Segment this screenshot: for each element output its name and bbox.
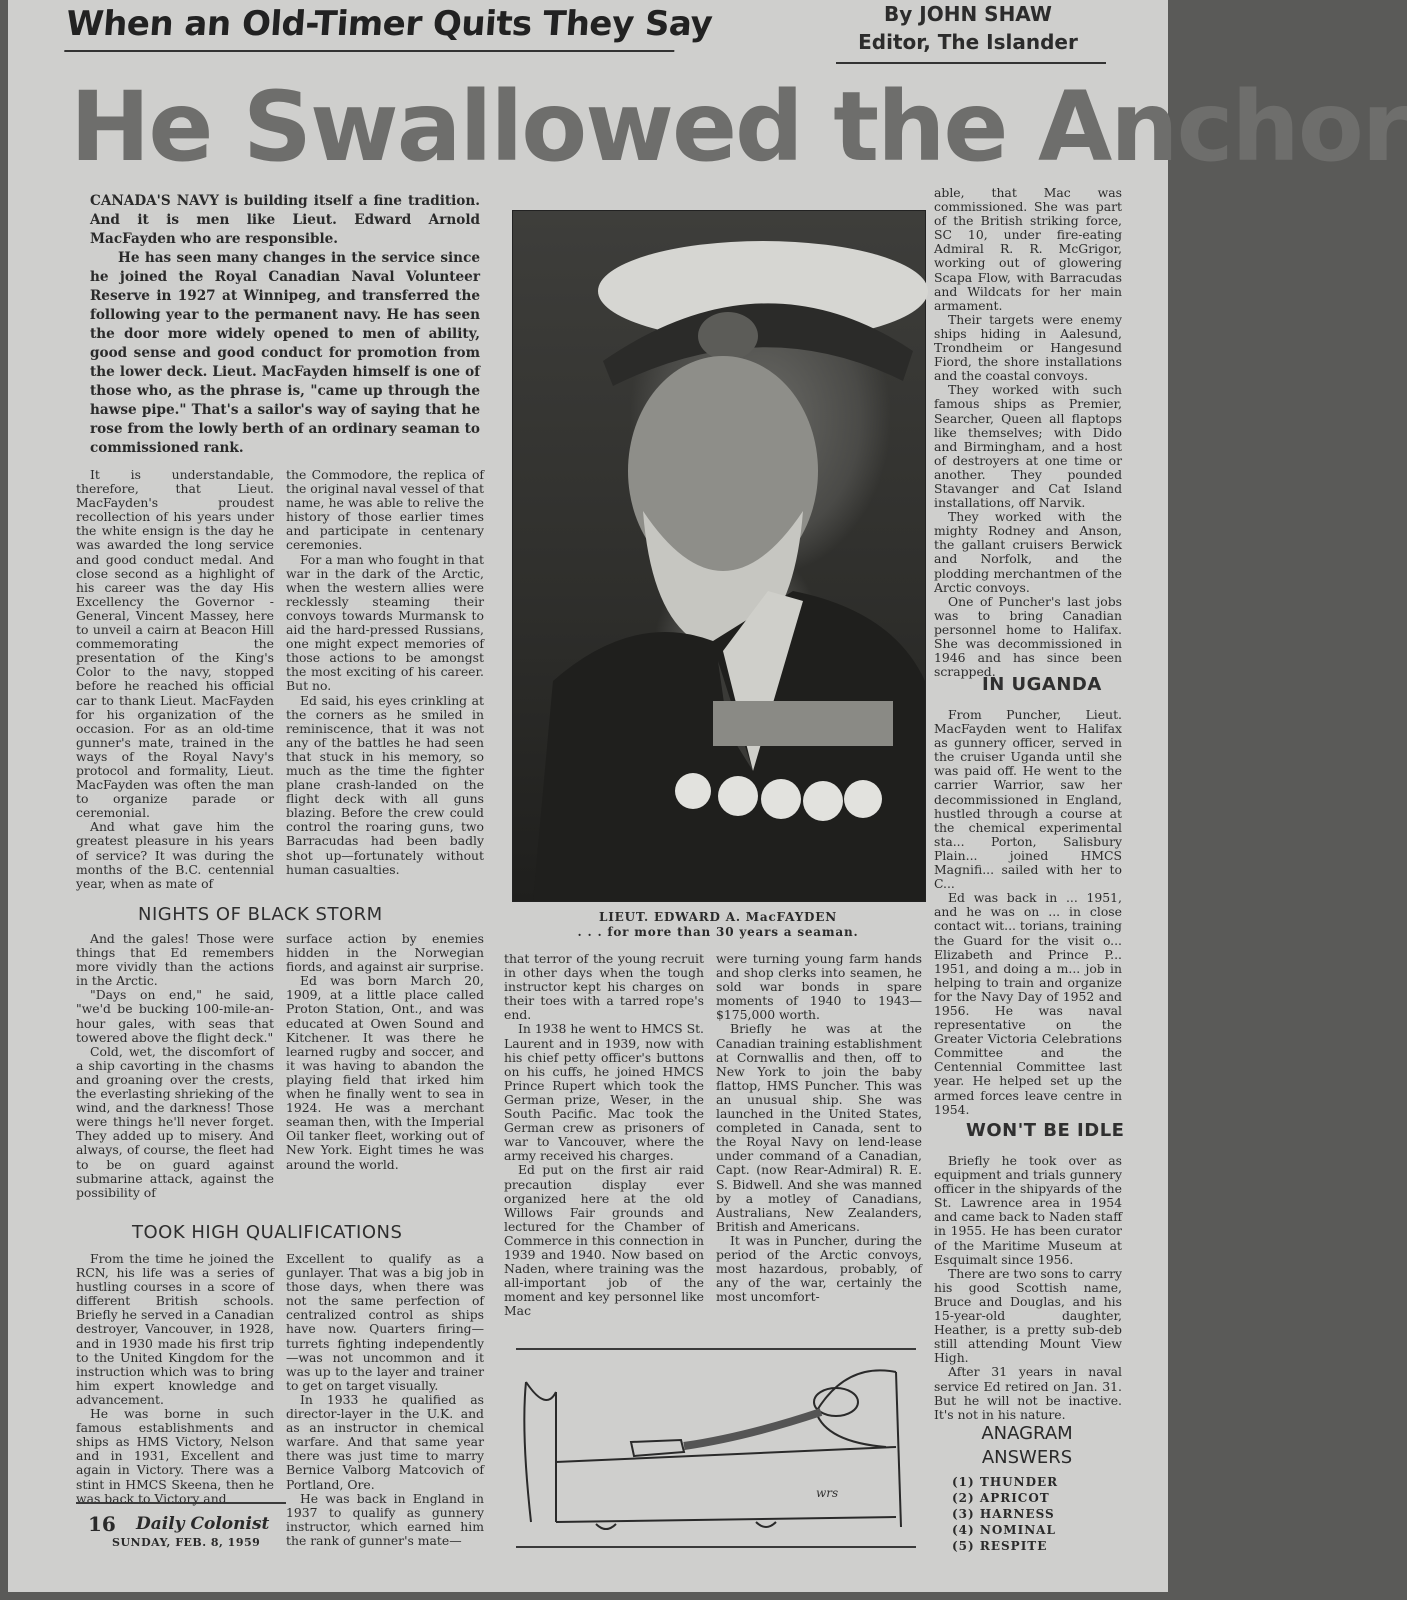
cartoon-illustration [516, 1352, 916, 1542]
byline-rule [836, 62, 1106, 64]
byline-title: Editor, The Islander [858, 30, 1078, 54]
portrait-illustration [513, 211, 925, 901]
paragraph: One of Puncher's last jobs was to bring Canadian personnel home to Halifax. She was decommissioned in 1946 and has since been scrapped. [934, 593, 1122, 680]
paragraph: surface action by enemies hidden in the Norwegian fiords, and against air surprise. [286, 931, 484, 975]
paragraph: There are two sons to carry his good Scottish name, Bruce and Douglas, and his 15-year-old daughter, Heather, is a pretty sub-deb still attending Mount View High. [934, 1265, 1122, 1366]
lead-paragraph: CANADA'S NAVY is building itself a fine tradition. And it is men like Lieut. Edward Arnold MacFayden who are responsible. [90, 193, 480, 247]
paragraph: that terror of the young recruit in other days when the tough instructor kept his charges on their toes with a tarred rope's end. [504, 951, 704, 1023]
footer-rule [76, 1502, 286, 1504]
paragraph: Ed was born March 20, 1909, at a little place called Proton Station, Ont., and was educated at Owen Sound and Kitchener. It was there he learned rugby and soccer, and it was having to abandon the playing field that irked him when he finally went to sea in 1924. He was a merchant seaman then, with the Imperial Oil tanker fleet, working out of New York. Eight times he was around the world. [286, 973, 484, 1172]
column-2-qualifications [286, 1251, 484, 1548]
column-5-idle [934, 1153, 1122, 1422]
subhead-wont-be-idle: WON'T BE IDLE [966, 1120, 1125, 1141]
anagram-answer: (3) HARNESS [952, 1507, 1055, 1521]
paragraph: Briefly he took over as equipment and trials gunnery officer in the shipyards of the St. Lawrence area in 1954 and came back to Naden staff in 1955. He has been curator of the Maritime Museum at Esquimalt since 1956. [934, 1153, 1122, 1267]
paragraph: Cold, wet, the discomfort of a ship cavorting in the chasms and groaning over the crests, the everlasting shrieking of the wind, and the darkness! Those were things he'll never forget. They added up to misery. And always, of course, the fleet had to be on guard against submarine attack, against the possibility of [76, 1043, 274, 1200]
anagram-answer: (1) THUNDER [952, 1475, 1059, 1489]
paragraph: They worked with the mighty Rodney and Anson, the gallant cruisers Berwick and Norfolk, and the plodding merchantmen of the Arctic convoys. [934, 509, 1122, 595]
cartoon-signature: wrs [816, 1486, 839, 1500]
anagram-answer: (5) RESPITE [952, 1539, 1048, 1553]
paragraph: From the time he joined the RCN, his life was a series of hustling courses in a score of different British schools. Briefly he served in a Canadian destroyer, Vancouver, in 1928, and in 1930 made his first trip to the United Kingdom for the instruction which was to bring him expert knowledge and advancement. [76, 1251, 274, 1407]
paragraph: the Commodore, the replica of the original naval vessel of that name, he was able to relive the history of those earlier times and participate in centenary ceremonies. [286, 467, 484, 553]
paragraph: Excellent to qualify as a gunlayer. That was a big job in those days, when there was not the same perfection of centralized control as ships have now. Quarters firing—turrets fighting independently—was not uncommon and it was up to the layer and trainer to get on target visually. [286, 1251, 484, 1393]
column-1-qualifications [76, 1251, 274, 1506]
paragraph: After 31 years in naval service Ed retired on Jan. 31. But he will not be inactive. It's not in his nature. [934, 1364, 1122, 1422]
caption-subline: . . . for more than 30 years a seaman. [577, 925, 859, 939]
paragraph: able, that Mac was commissioned. She was part of the British striking force, SC 10, under fire-eating Admiral R. R. McGrigor, working out of glowering Scapa Flow, with Barracudas and Wildcats for her main armament. [934, 185, 1122, 313]
paragraph: Ed put on the first air raid precaution display ever organized here at the old Willows Fair grounds and lectured for the Chamber of Commerce in this connection in 1939 and 1940. Now based on Naden, where training was the all-important job of the moment and key personnel like Mac [504, 1162, 704, 1319]
anagram-title-line2: ANSWERS [981, 1447, 1073, 1468]
paragraph: And what gave him the greatest pleasure in his years of service? It was during the months of the B.C. centennial year, when as mate of [76, 819, 274, 891]
column-2-upper [286, 468, 484, 908]
newspaper-page [8, 0, 1407, 1592]
cartoon-bottom-rule [516, 1546, 916, 1548]
paragraph: And the gales! Those were things that Ed remembers more vividly than the actions in the Arctic. [76, 931, 274, 989]
column-4-lower [716, 952, 922, 1312]
anagram-answer: (2) APRICOT [952, 1491, 1050, 1505]
paragraph: Ed said, his eyes crinkling at the corners as he smiled in reminiscence, that it was not any of the battles he had seen that stuck in his memory, so much as the time the fighter plane crash-landed on the flight deck with all guns blazing. Before the crew could control the roaring guns, two Barracudas had been badly shot up—fortunately without human casualties. [286, 692, 484, 877]
paragraph: It is understandable, therefore, that Lieut. MacFayden's proudest recollection of his years under the white ensign is the day he was awarded the long service and good conduct medal. And close second as a highlight of his career was the day His Excellency the Governor - General, Vincent Massey, here to unveil a cairn at Beacon Hill commemorating the presentation of the King's Color to the navy, stopped before he reached his official car to thank Lieut. MacFayden for his organization of the occasion. For as an old-time gunner's mate, trained in the ways of the Royal Navy's protocol and formality, Lieut. MacFayden was often the man to organize parade or ceremonial. [76, 467, 274, 821]
column-3-lower [504, 951, 704, 1319]
paragraph: For a man who fought in that war in the dark of the Arctic, when the western allies were recklessly steaming their convoys towards Murmansk to aid the hard-pressed Russians, one might expect memories of those actions to be amongst the most exciting of his career. But no. [286, 551, 484, 694]
byline-author: By JOHN SHAW [884, 2, 1052, 26]
main-headline: He Swallowed the Anchor [70, 71, 1407, 183]
anagram-answers [952, 1422, 1102, 1554]
photo-caption [512, 910, 924, 940]
paragraph: In 1933 he qualified as director-layer in the U.K. and as an instructor in chemical warfare. And that same year there was just time to marry Bernice Valborg Matcovich of Portland, Ore. [286, 1391, 484, 1492]
issue-date: SUNDAY, FEB. 8, 1959 [112, 1536, 261, 1549]
paragraph: They worked with such famous ships as Premier, Searcher, Queen all flaptops like themselves; with Dido and Birmingham, and a host of destroyers at one time or another. They pounded Stavanger and Cat Island installations, off Narvik. [934, 382, 1122, 511]
page-number: 16 [88, 1512, 116, 1536]
column-1-upper [76, 468, 274, 908]
paragraph: In 1938 he went to HMCS St. Laurent and in 1939, now with his chief petty officer's buttons on his cuffs, he joined HMCS Prince Rupert which took the German prize, Weser, in the South Pacific. Mac took the German crew as prisoners of war to Vancouver, where the army received his charges. [504, 1021, 704, 1164]
paragraph: From Puncher, Lieut. MacFayden went to Halifax as gunnery officer, served in the cruiser Uganda until she was paid off. He went to the carrier Warrior, saw her decommissioned in England, hustled through a course at the chemical experimental sta... Porton, Salisbury Plain... joined HMCS Magnifi... sailed with her to C... [934, 707, 1122, 892]
kicker-headline: When an Old-Timer Quits They Say [64, 2, 677, 52]
caption-name: LIEUT. EDWARD A. MacFAYDEN [599, 910, 837, 924]
paragraph: It was in Puncher, during the period of the Arctic convoys, most hazardous, probably, of any of the war, certainly the most uncomfort- [716, 1232, 922, 1305]
column-5-uganda [934, 708, 1122, 1120]
paragraph: He was back in England in 1937 to qualify as gunnery instructor, which earned him the rank of gunner's mate— [286, 1490, 484, 1548]
column-2-storm [286, 932, 484, 1218]
column-1-storm [76, 932, 274, 1218]
paragraph: Ed was back in ... 1951, and he was on ... in close contact wit... torians, training the Guard for the visit o... Elizabeth and Prince P... 1951, and doing a m... job in helping to train and organize for the Navy Day of 1952 and 1956. He was naval representative on the Greater Victoria Celebrations Committee and the Centennial Committee last year. He helped set up the armed forces leave centre in 1954. [934, 890, 1122, 1117]
paragraph: Briefly he was at the Canadian training establishment at Cornwallis and then, off to New York to join the baby flattop, HMS Puncher. This was an unusual ship. She was launched in the United States, completed in Canada, sent to the Royal Navy on lend-lease under command of a Canadian, Capt. (now Rear-Admiral) R. E. S. Bidwell. And she was manned by a motley of Canadians, Australians, New Zealanders, British and Americans. [716, 1021, 922, 1234]
paragraph: were turning young farm hands and shop clerks into seamen, he sold war bonds in spare moments of 1940 to 1943—$175,000 worth. [716, 951, 922, 1023]
subhead-nights-of-black-storm: NIGHTS OF BLACK STORM [138, 904, 383, 925]
lead-paragraph: He has seen many changes in the service since he joined the Royal Canadian Naval Volunteer Reserve in 1927 at Winnipeg, and transferred the following year to the permanent navy. He has seen the door more widely opened to men of ability, good sense and good conduct for promotion from the lower deck. Lieut. MacFayden himself is one of those who, as the phrase is, "came up through the hawse pipe." That's a sailor's way of saying that he rose from the lowly berth of an ordinary seaman to commissioned rank. [90, 250, 480, 456]
newspaper-name: Daily Colonist [136, 1514, 270, 1534]
paragraph: He was borne in such famous establishments and ships as HMS Victory, Nelson and in 1931, Excellent and again in Victory. There was a stint in HMCS Skeena, then he was back to Victory and [76, 1406, 274, 1506]
subhead-took-high-qualifications: TOOK HIGH QUALIFICATIONS [132, 1222, 403, 1243]
paragraph: "Days on end," he said, "we'd be bucking 100-mile-an-hour gales, with seas that towered above the flight deck." [76, 987, 274, 1045]
lead-paragraphs [90, 192, 480, 462]
cartoon-top-rule [516, 1348, 916, 1350]
byline [828, 0, 1108, 56]
subhead-in-uganda: IN UGANDA [982, 674, 1102, 695]
portrait-photo [512, 210, 926, 902]
anagram-answer: (4) NOMINAL [952, 1523, 1056, 1537]
paragraph: Their targets were enemy ships hiding in Aalesund, Trondheim or Hangesund Fiord, the shore installations and the coastal convoys. [934, 311, 1122, 384]
anagram-title-line1: ANAGRAM [981, 1423, 1073, 1444]
column-5-upper [934, 185, 1122, 680]
